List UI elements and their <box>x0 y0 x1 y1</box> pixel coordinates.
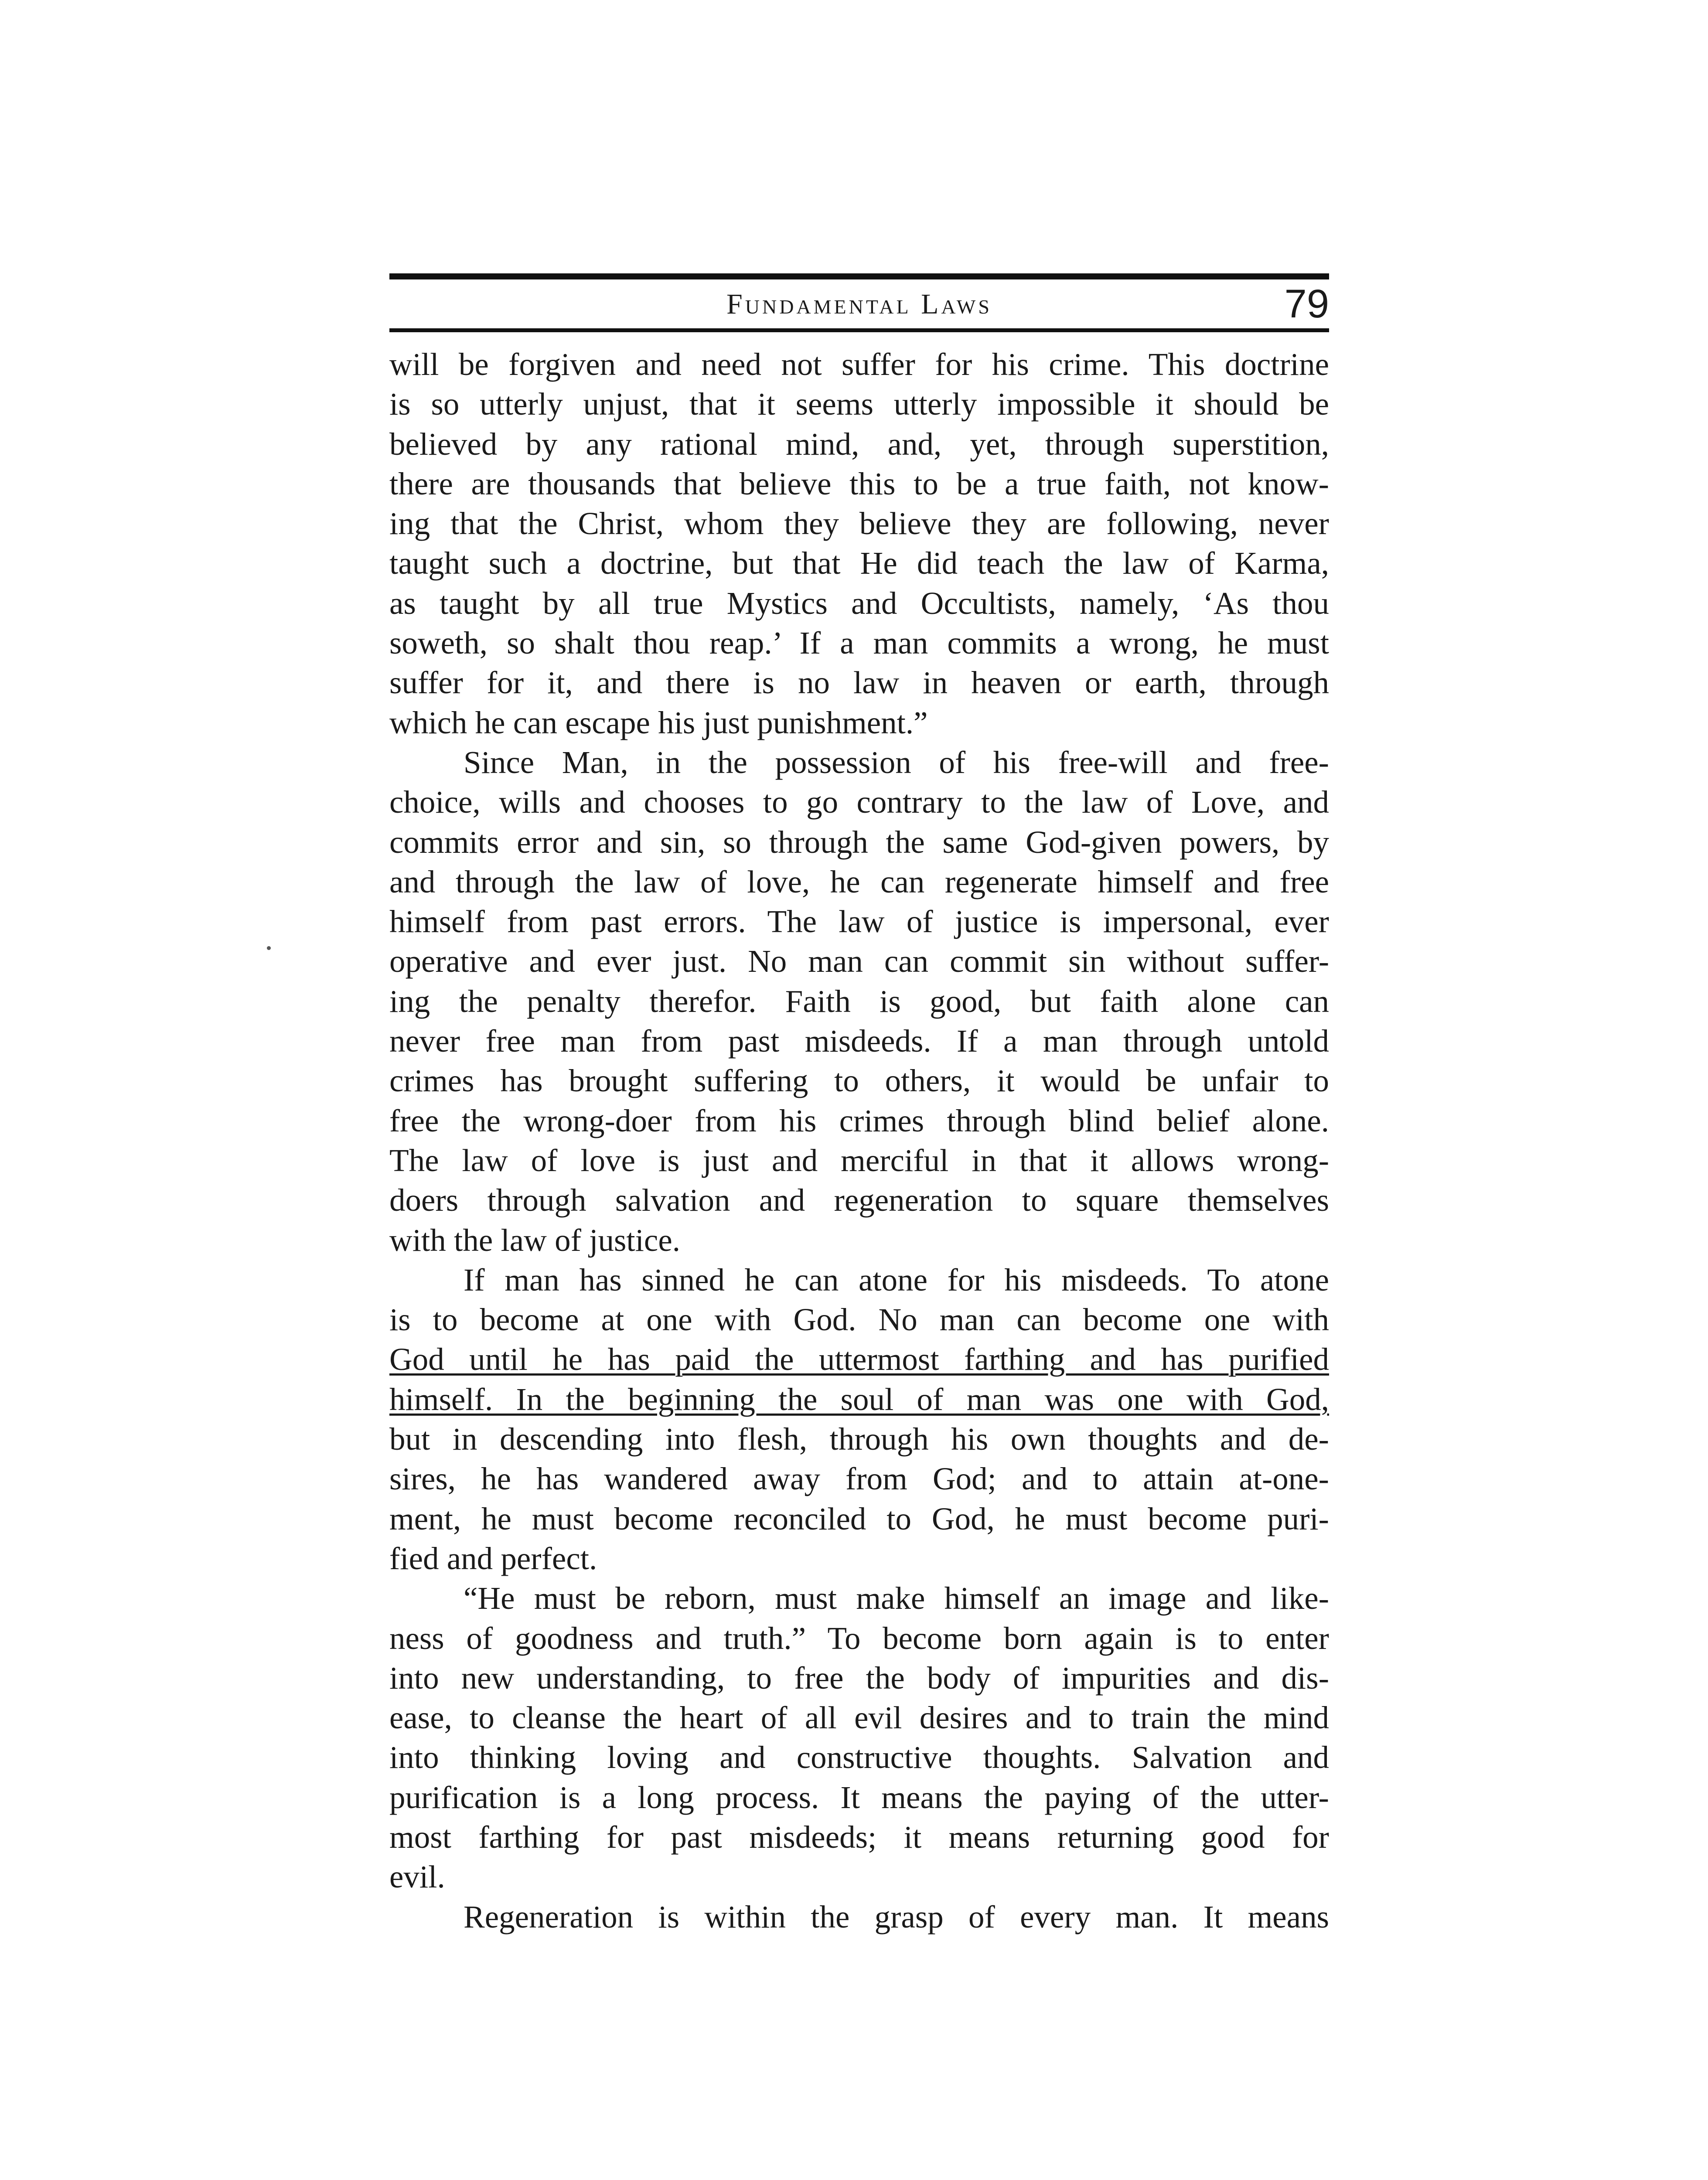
text-line: into thinking loving and constructive thoughts. Salvation and <box>389 1740 1329 1775</box>
text-line: as taught by all true Mystics and Occultists, namely, ‘As thou <box>389 585 1329 621</box>
text-line: is to become at one with God. No man can become one with <box>389 1302 1329 1338</box>
text-line: taught such a doctrine, but that He did teach the law of Karma, <box>389 545 1329 581</box>
text-line: doers through salvation and regeneration to square themselves <box>389 1182 1329 1218</box>
running-header <box>389 283 1329 330</box>
text-line-underlined: God until he has paid the uttermost farthing and has purified <box>389 1342 1329 1377</box>
text-line: operative and ever just. No man can commit sin without suffer- <box>389 944 1329 979</box>
text-line: ing the penalty therefor. Faith is good, but faith alone can <box>389 983 1329 1019</box>
text-line: “He must be reborn, must make himself an image and like- <box>464 1580 1329 1616</box>
text-line: ment, he must become reconciled to God, he must become puri- <box>389 1501 1329 1536</box>
text-line: ing that the Christ, whom they believe they are following, never <box>389 506 1329 542</box>
text-line: Since Man, in the possession of his free-will and free- <box>464 744 1329 780</box>
text-line: which he can escape his just punishment.” <box>389 705 928 740</box>
text-line: fied and perfect. <box>389 1540 597 1576</box>
text-line: Regeneration is within the grasp of every man. It means <box>464 1899 1329 1935</box>
text-line: ease, to cleanse the heart of all evil desires and to train the mind <box>389 1700 1329 1736</box>
text-line: himself from past errors. The law of justice is impersonal, ever <box>389 904 1329 940</box>
header-rule-bottom <box>389 328 1329 332</box>
paragraph <box>389 743 1329 1260</box>
text-line: soweth, so shalt thou reap.’ If a man commits a wrong, he must <box>389 625 1329 661</box>
running-header-title: Fundamental Laws <box>726 288 992 320</box>
header-rule-top <box>389 273 1329 279</box>
text-line: The law of love is just and merciful in that it allows wrong- <box>389 1142 1329 1178</box>
text-line: most farthing for past misdeeds; it means returning good for <box>389 1819 1329 1855</box>
text-line: free the wrong-doer from his crimes through blind belief alone. <box>389 1103 1329 1138</box>
text-line: choice, wills and chooses to go contrary to the law of Love, and <box>389 784 1329 820</box>
text-line: never free man from past misdeeds. If a man through untold <box>389 1023 1329 1059</box>
text-line: crimes has brought suffering to others, it would be unfair to <box>389 1063 1329 1099</box>
text-line: purification is a long process. It means the paying of the utter- <box>389 1779 1329 1815</box>
text-line: is so utterly unjust, that it seems utterly impossible it should be <box>389 386 1329 422</box>
text-line: into new understanding, to free the body of impurities and dis- <box>389 1660 1329 1696</box>
text-line: will be forgiven and need not suffer for his crime. This doctrine <box>389 347 1329 382</box>
text-line: sires, he has wandered away from God; and to attain at-one- <box>389 1461 1329 1497</box>
text-line: ness of goodness and truth.” To become born again is to enter <box>389 1620 1329 1656</box>
text-line: believed by any rational mind, and, yet, through superstition, <box>389 426 1329 462</box>
text-line: with the law of justice. <box>389 1222 680 1258</box>
text-line: but in descending into flesh, through his own thoughts and de- <box>389 1421 1329 1457</box>
body-text <box>389 344 1329 1937</box>
text-line: commits error and sin, so through the same God-given powers, by <box>389 824 1329 860</box>
text-line: If man has sinned he can atone for his misdeeds. To atone <box>464 1262 1329 1298</box>
text-line: and through the law of love, he can regenerate himself and free <box>389 864 1329 899</box>
text-line: suffer for it, and there is no law in heaven or earth, through <box>389 665 1329 701</box>
text-line-underlined: himself. In the beginning the soul of man was one with God, <box>389 1381 1329 1417</box>
text-line: there are thousands that believe this to be a true faith, not know- <box>389 466 1329 501</box>
paragraph <box>389 344 1329 743</box>
page-number: 79 <box>1284 282 1329 326</box>
paragraph <box>389 1897 1329 1937</box>
paragraph <box>389 1578 1329 1897</box>
paragraph <box>389 1260 1329 1578</box>
text-line: evil. <box>389 1859 445 1895</box>
margin-speck <box>267 946 271 950</box>
